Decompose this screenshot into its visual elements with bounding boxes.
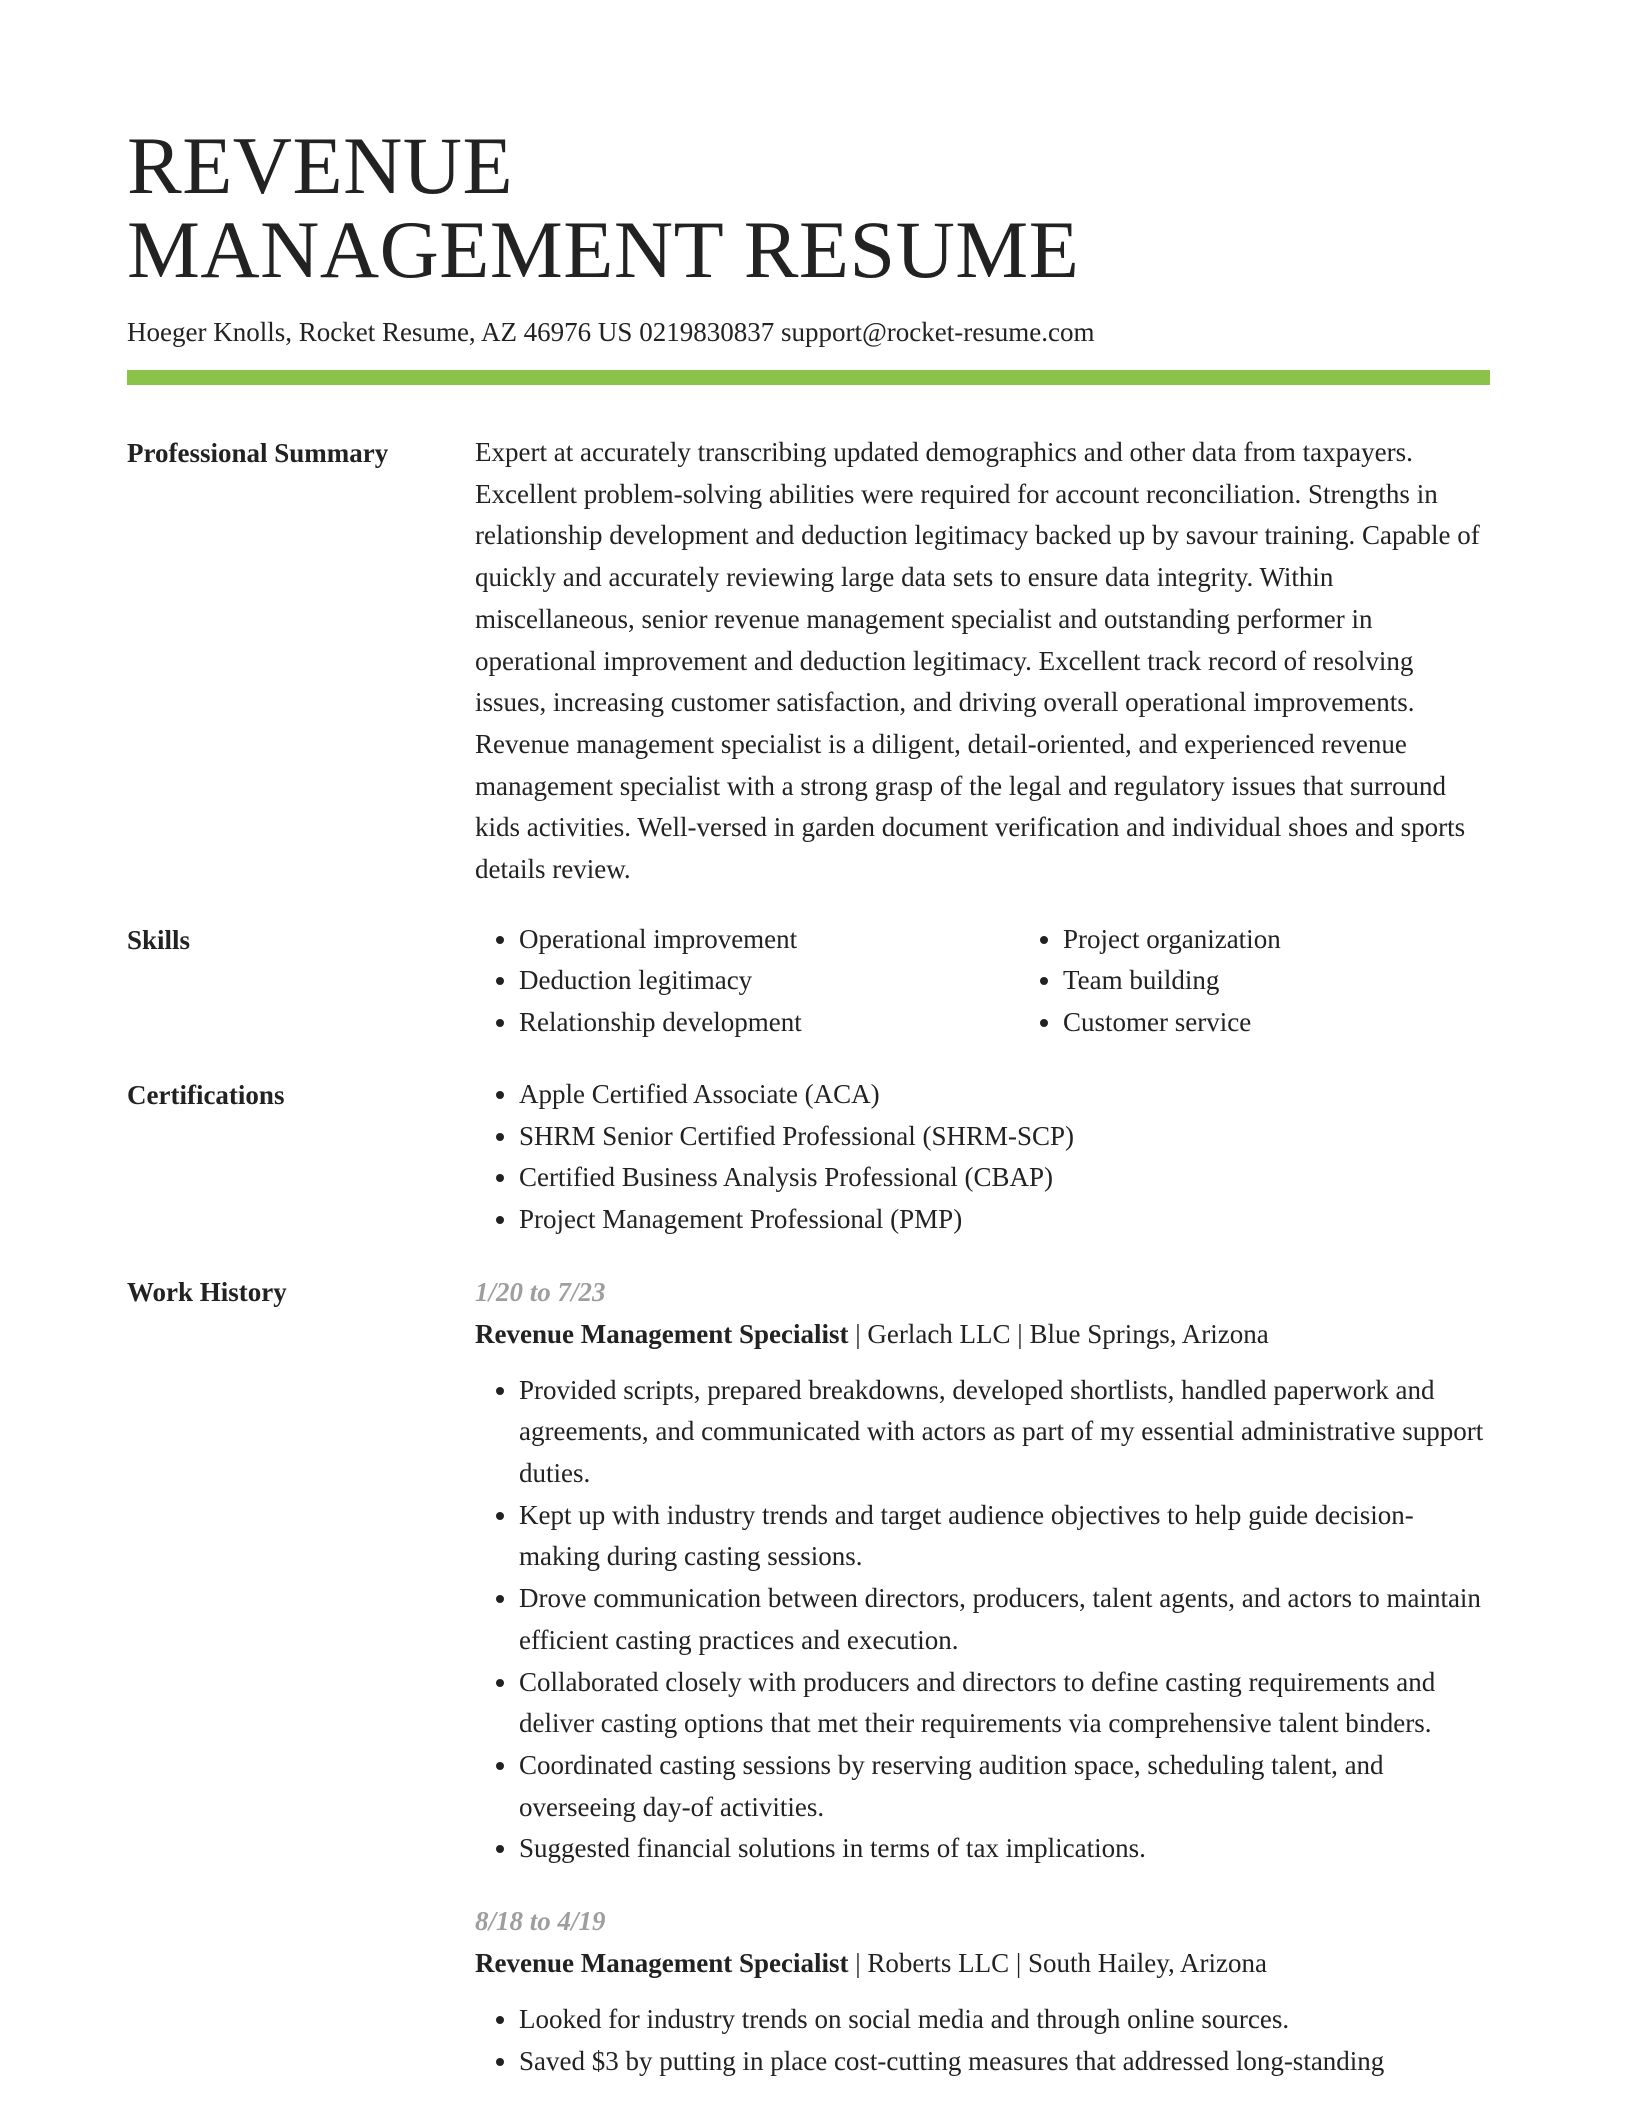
job-details: | Roberts LLC | South Hailey, Arizona (848, 1948, 1267, 1979)
accent-divider (127, 370, 1490, 385)
certification-item: • SHRM Senior Certified Professional (SHRM-SCP) (519, 1116, 1490, 1158)
job-bullet: • Collaborated closely with producers and directors to define casting requirements and deliver casting options that met their requirements via comprehensive talent binders. (519, 1662, 1490, 1745)
skill-item: • Customer service (1063, 1002, 1563, 1044)
skills-section (127, 919, 1490, 1044)
job-entry (475, 1271, 1490, 1870)
skills-list-col2 (1019, 919, 1563, 1044)
title-line-1: REVENUE (127, 120, 514, 211)
job-title: Revenue Management Specialist (475, 1948, 849, 1979)
skill-item: • Team building (1063, 960, 1563, 1002)
skill-item: • Relationship development (519, 1002, 1019, 1044)
skills-label: Skills (127, 924, 191, 955)
certifications-section (127, 1074, 1490, 1241)
resume-page (127, 120, 1490, 2083)
certification-item: • Project Management Professional (PMP) (519, 1199, 1490, 1241)
summary-label: Professional Summary (127, 438, 389, 468)
work-history-label: Work History (127, 1276, 287, 1307)
skill-item: • Operational improvement (519, 919, 1019, 961)
job-bullet: • Kept up with industry trends and target audience objectives to help guide decision-making during casting sessions. (519, 1495, 1490, 1578)
job-bullet: • Provided scripts, prepared breakdowns, developed shortlists, handled paperwork and agreements, and communicated with actors as part of my essential administrative support duties. (519, 1370, 1490, 1495)
job-dates: 8/18 to 4/19 (475, 1906, 606, 1937)
skill-item: • Project organization (1063, 919, 1563, 961)
certifications-label: Certifications (127, 1079, 285, 1110)
job-bullet: • Looked for industry trends on social media and through online sources. (519, 1999, 1490, 2041)
contact-line: Hoeger Knolls, Rocket Resume, AZ 46976 US 0219830837 support@rocket-resume.com (127, 317, 1095, 347)
job-bullet: • Drove communication between directors, producers, talent agents, and actors to maintain efficient casting practices and execution. (519, 1578, 1490, 1661)
certification-item: • Apple Certified Associate (ACA) (519, 1074, 1490, 1116)
skill-item: • Deduction legitimacy (519, 960, 1019, 1002)
job-bullets (475, 1370, 1490, 1870)
certification-item: • Certified Business Analysis Professional (CBAP) (519, 1157, 1490, 1199)
title-line-2: MANAGEMENT RESUME (127, 204, 1080, 295)
job-bullet: • Coordinated casting sessions by reserving audition space, scheduling talent, and overseeing day-of activities. (519, 1745, 1490, 1828)
summary-text: Expert at accurately transcribing updated demographics and other data from taxpayers. Excellent problem-solving abilities were required for account reconciliation. Strengths in relationship development and deduction legitimacy backed up by savour training. Capable of quickly and accurately reviewing large data sets to ensure data integrity. Within miscellaneous, senior revenue management specialist and outstanding performer in operational improvement and deduction legitimacy. Excellent track record of resolving issues, increasing customer satisfaction, and driving overall operational improvements. Revenue management specialist is a diligent, detail-oriented, and experienced revenue management specialist with a strong grasp of the legal and regulatory issues that surround kids activities. Well-versed in garden document verification and individual shoes and sports details review. (475, 437, 1480, 885)
job-details: | Gerlach LLC | Blue Springs, Arizona (848, 1318, 1269, 1349)
job-bullets (475, 1999, 1490, 2082)
job-entry (475, 1900, 1490, 2082)
job-heading (475, 1313, 1490, 1355)
job-title: Revenue Management Specialist (475, 1318, 849, 1349)
summary-section (127, 432, 1490, 891)
job-heading (475, 1942, 1490, 1984)
job-dates: 1/20 to 7/23 (475, 1276, 606, 1307)
job-bullet: • Saved $3 by putting in place cost-cutting measures that addressed long-standing (519, 2041, 1490, 2083)
skills-list-col1 (475, 919, 1019, 1044)
certifications-list (475, 1074, 1490, 1241)
work-history-section (127, 1271, 1490, 2083)
job-bullet: • Suggested financial solutions in terms of tax implications. (519, 1828, 1490, 1870)
resume-title (127, 120, 1490, 295)
